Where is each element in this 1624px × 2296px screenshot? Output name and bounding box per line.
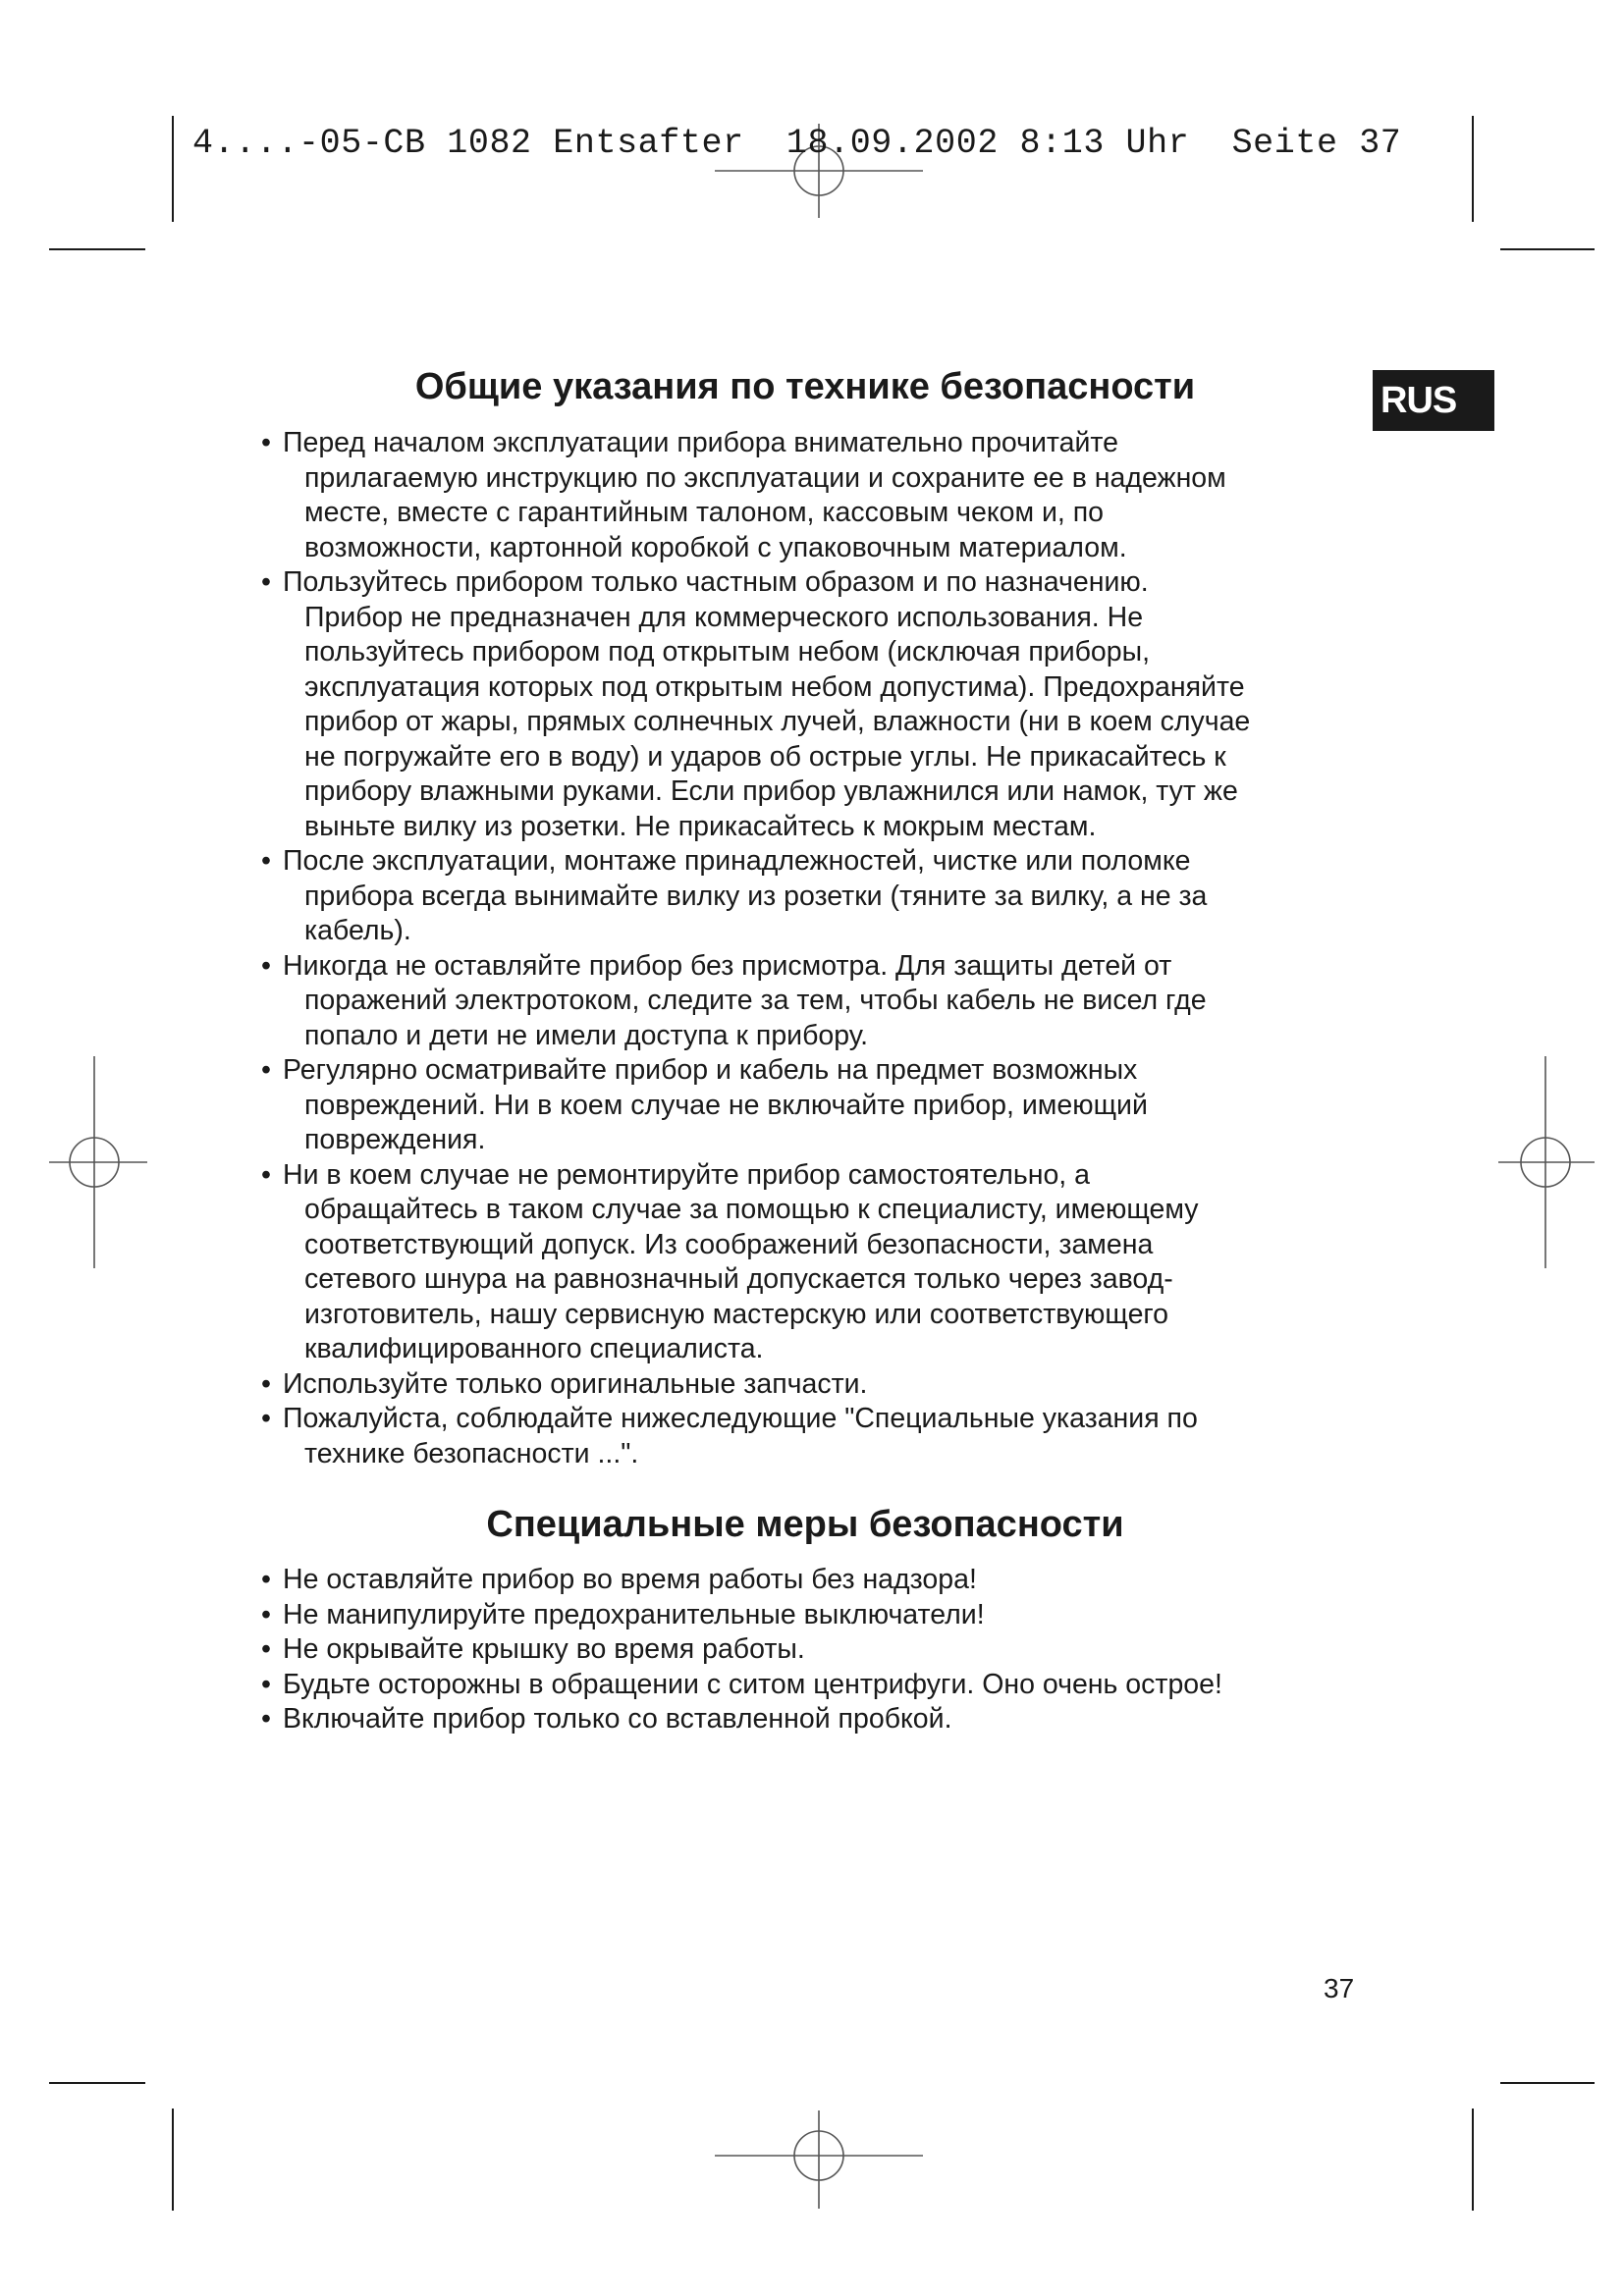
page-number: 37 (1324, 1973, 1355, 2003)
bullet-icon: • (261, 1403, 271, 1434)
section-title-special-safety: Специальные меры безопасности (486, 1504, 1124, 1545)
list-item (261, 1053, 1351, 1158)
bullet-icon: • (261, 1564, 271, 1595)
language-badge: RUS (1373, 370, 1494, 431)
list-item (261, 565, 1351, 844)
bullet-icon: • (261, 1054, 271, 1086)
bullet-icon: • (261, 1668, 271, 1700)
list-item-text: Пожалуйста, соблюдайте нижеследующие "Специальные указания по технике безопасности ...". (283, 1403, 1198, 1469)
list-item-text: Никогда не оставляйте прибор без присмотра. Для защиты детей от поражений электротоком, следите за тем, чтобы кабель не висел где попало и дети не имели доступа к прибору. (283, 949, 1207, 1051)
bullet-icon: • (261, 1158, 271, 1191)
list-item-text: Пользуйтесь прибором только частным образом и по назначению. Прибор не предназначен для коммерческого использования. Не пользуйтесь прибором под открытым небом (исключая приборы, эксплуатация которых под открытым небом допустима). Предохраняйте прибор от жары, прямых солнечных лучей, влажности (ни в коем случае не погружайте его в воду) и ударов об острые углы. Не прикасайтесь к прибору влажными руками. Если прибор увлажнился или намок, тут же выньте вилку из розетки. Не прикасайтесь к мокрым местам. (283, 566, 1251, 842)
list-item (261, 1598, 1351, 1633)
list-item (261, 1367, 1351, 1403)
bullet-icon: • (261, 1598, 271, 1630)
list-item (261, 1632, 1351, 1668)
list-item-text: Не оставляйте прибор во время работы без надзора! (283, 1564, 977, 1595)
registration-mark-right (1498, 1056, 1595, 1268)
list-item (261, 426, 1351, 565)
list-item-text: Перед началом эксплуатации прибора внимательно прочитайте прилагаемую инструкцию по эксплуатации и сохраните ее в надежном месте, вместе с гарантийным талоном, кассовым чеком и, по возможности, картонной коробкой с упаковочным материалом. (283, 427, 1226, 563)
list-item (261, 1668, 1351, 1703)
list-item-text: Используйте только оригинальные запчасти. (283, 1367, 868, 1400)
list-item-text: После эксплуатации, монтаже принадлежностей, чистке или поломке прибора всегда вынимайте вилку из розетки (тяните за вилку, а не за кабель). (283, 845, 1208, 946)
special-safety-list (261, 1563, 1351, 1737)
registration-mark-bottom (715, 2110, 923, 2209)
bullet-icon: • (261, 949, 271, 982)
section-title-general-safety: Общие указания по технике безопасности (414, 366, 1196, 407)
general-safety-list (261, 426, 1351, 1471)
print-header: 4....-05-CB 1082 Entsafter 18.09.2002 8:13 Uhr Seite 37 (192, 124, 1402, 163)
registration-mark-left (49, 1056, 147, 1268)
list-item-text: Ни в коем случае не ремонтируйте прибор самостоятельно, а обращайтесь в таком случае за помощью к специалисту, имеющему соответствующий допуск. Из соображений безопасности, замена сетевого шнура на равнозначный допускается только через завод- изготовитель, нашу сервисную мастерскую или соответствующего квалифицированного специалиста. (283, 1158, 1199, 1364)
list-item (261, 1563, 1351, 1598)
list-item (261, 1402, 1351, 1471)
list-item-text: Будьте осторожны в обращении с ситом центрифуги. Оно очень острое! (283, 1668, 1222, 1700)
list-item (261, 844, 1351, 949)
list-item-text: Не манипулируйте предохранительные выключатели! (283, 1598, 985, 1630)
bullet-icon: • (261, 1633, 271, 1665)
bullet-icon: • (261, 566, 271, 598)
list-item (261, 949, 1351, 1054)
list-item-text: Включайте прибор только со вставленной пробкой. (283, 1703, 952, 1735)
list-item (261, 1702, 1351, 1737)
bullet-icon: • (261, 1703, 271, 1735)
list-item-text: Регулярно осматривайте прибор и кабель на предмет возможных повреждений. Ни в коем случае не включайте прибор, имеющий повреждения. (283, 1054, 1148, 1155)
bullet-icon: • (261, 427, 271, 458)
list-item (261, 1158, 1351, 1367)
bullet-icon: • (261, 1367, 271, 1400)
bullet-icon: • (261, 845, 271, 877)
list-item-text: Не окрывайте крышку во время работы. (283, 1633, 805, 1665)
